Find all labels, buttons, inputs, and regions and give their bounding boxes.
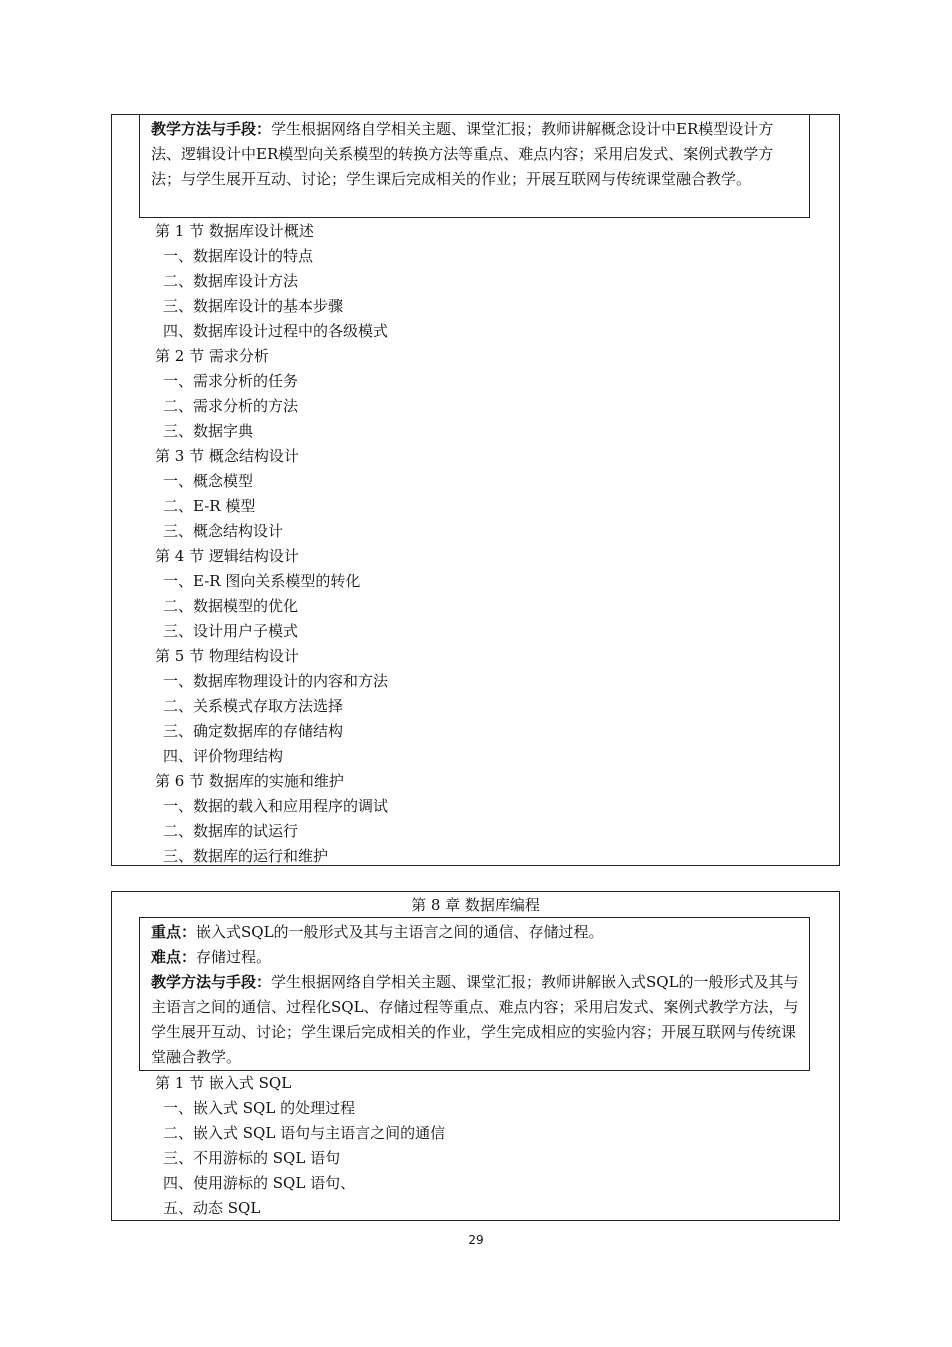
difficulties bbox=[151, 945, 799, 970]
section-heading: 第 5 节 物理结构设计 bbox=[155, 647, 299, 665]
outline-item: 一、数据的载入和应用程序的调试 bbox=[163, 797, 389, 815]
outline-item: 三、设计用户子模式 bbox=[163, 622, 299, 640]
teaching-method bbox=[151, 970, 799, 1070]
outline-item: 一、嵌入式 SQL 的处理过程 bbox=[163, 1099, 356, 1117]
difficulties-text: 存储过程。 bbox=[196, 948, 272, 966]
outline-item: 一、数据库设计的特点 bbox=[163, 247, 314, 265]
outline-item: 二、数据库设计方法 bbox=[163, 272, 299, 290]
key-points-label: 重点： bbox=[151, 923, 197, 941]
outline-item: 二、嵌入式 SQL 语句与主语言之间的通信 bbox=[163, 1124, 446, 1142]
key-points-text: 嵌入式SQL的一般形式及其与主语言之间的通信、存储过程。 bbox=[196, 923, 604, 941]
teaching-method-text: 学生根据网络自学相关主题、课堂汇报；教师讲解概念设计中ER模型设计方法、逻辑设计中ER模型向关系模型的转换方法等重点、难点内容；采用启发式、案例式教学方法；与学生展开互动、讨论；学生课后完成相关的作业；开展互联网与传统课堂融合教学。 bbox=[151, 120, 774, 188]
section-heading: 第 6 节 数据库的实施和维护 bbox=[155, 772, 344, 790]
section-heading: 第 3 节 概念结构设计 bbox=[155, 447, 299, 465]
outline-item: 一、数据库物理设计的内容和方法 bbox=[163, 672, 389, 690]
chapter-outline bbox=[155, 1071, 445, 1221]
outline-item: 二、E-R 模型 bbox=[163, 497, 256, 515]
section-heading: 第 1 节 嵌入式 SQL bbox=[155, 1074, 292, 1092]
teaching-method-label: 教学方法与手段： bbox=[151, 973, 272, 991]
teaching-method-text: 学生根据网络自学相关主题、课堂汇报；教师讲解嵌入式SQL的一般形式及其与主语言之间的通信、过程化SQL、存储过程等重点、难点内容；采用启发式、案例式教学方法，与学生展开互动、讨论；学生课后完成相关的作业，学生完成相应的实验内容；开展互联网与传统课堂融合教学。 bbox=[151, 973, 799, 1066]
difficulties-label: 难点： bbox=[151, 948, 197, 966]
outline-item: 二、关系模式存取方法选择 bbox=[163, 697, 344, 715]
outline-item: 一、E-R 图向关系模型的转化 bbox=[163, 572, 361, 590]
key-points bbox=[151, 920, 799, 945]
outline-item: 四、使用游标的 SQL 语句、 bbox=[163, 1174, 356, 1192]
outline-item: 三、不用游标的 SQL 语句 bbox=[163, 1149, 341, 1167]
outline-item: 三、数据库的运行和维护 bbox=[163, 847, 329, 865]
outline-item: 三、概念结构设计 bbox=[163, 522, 284, 540]
outline-item: 三、数据库设计的基本步骤 bbox=[163, 297, 344, 315]
page-number: 29 bbox=[468, 1233, 484, 1247]
outline-item: 三、确定数据库的存储结构 bbox=[163, 722, 344, 740]
syllabus-block-chapter-7-continued bbox=[111, 114, 840, 866]
section-heading: 第 4 节 逻辑结构设计 bbox=[155, 547, 299, 565]
syllabus-block-chapter-8 bbox=[111, 891, 840, 1221]
outline-item: 二、需求分析的方法 bbox=[163, 397, 299, 415]
teaching-method-box bbox=[139, 114, 810, 218]
outline-item: 一、需求分析的任务 bbox=[163, 372, 299, 390]
section-heading: 第 2 节 需求分析 bbox=[155, 347, 269, 365]
outline-item: 四、评价物理结构 bbox=[163, 747, 284, 765]
outline-item: 一、概念模型 bbox=[163, 472, 254, 490]
teaching-method-label: 教学方法与手段： bbox=[151, 120, 272, 138]
section-heading: 第 1 节 数据库设计概述 bbox=[155, 222, 314, 240]
outline-item: 二、数据模型的优化 bbox=[163, 597, 299, 615]
outline-item: 二、数据库的试运行 bbox=[163, 822, 299, 840]
outline-item: 五、动态 SQL bbox=[163, 1199, 261, 1217]
chapter-outline bbox=[155, 219, 388, 869]
chapter-title: 第 8 章 数据库编程 bbox=[411, 896, 540, 914]
outline-item: 四、数据库设计过程中的各级模式 bbox=[163, 322, 389, 340]
chapter-summary-box bbox=[139, 917, 810, 1071]
outline-item: 三、数据字典 bbox=[163, 422, 254, 440]
